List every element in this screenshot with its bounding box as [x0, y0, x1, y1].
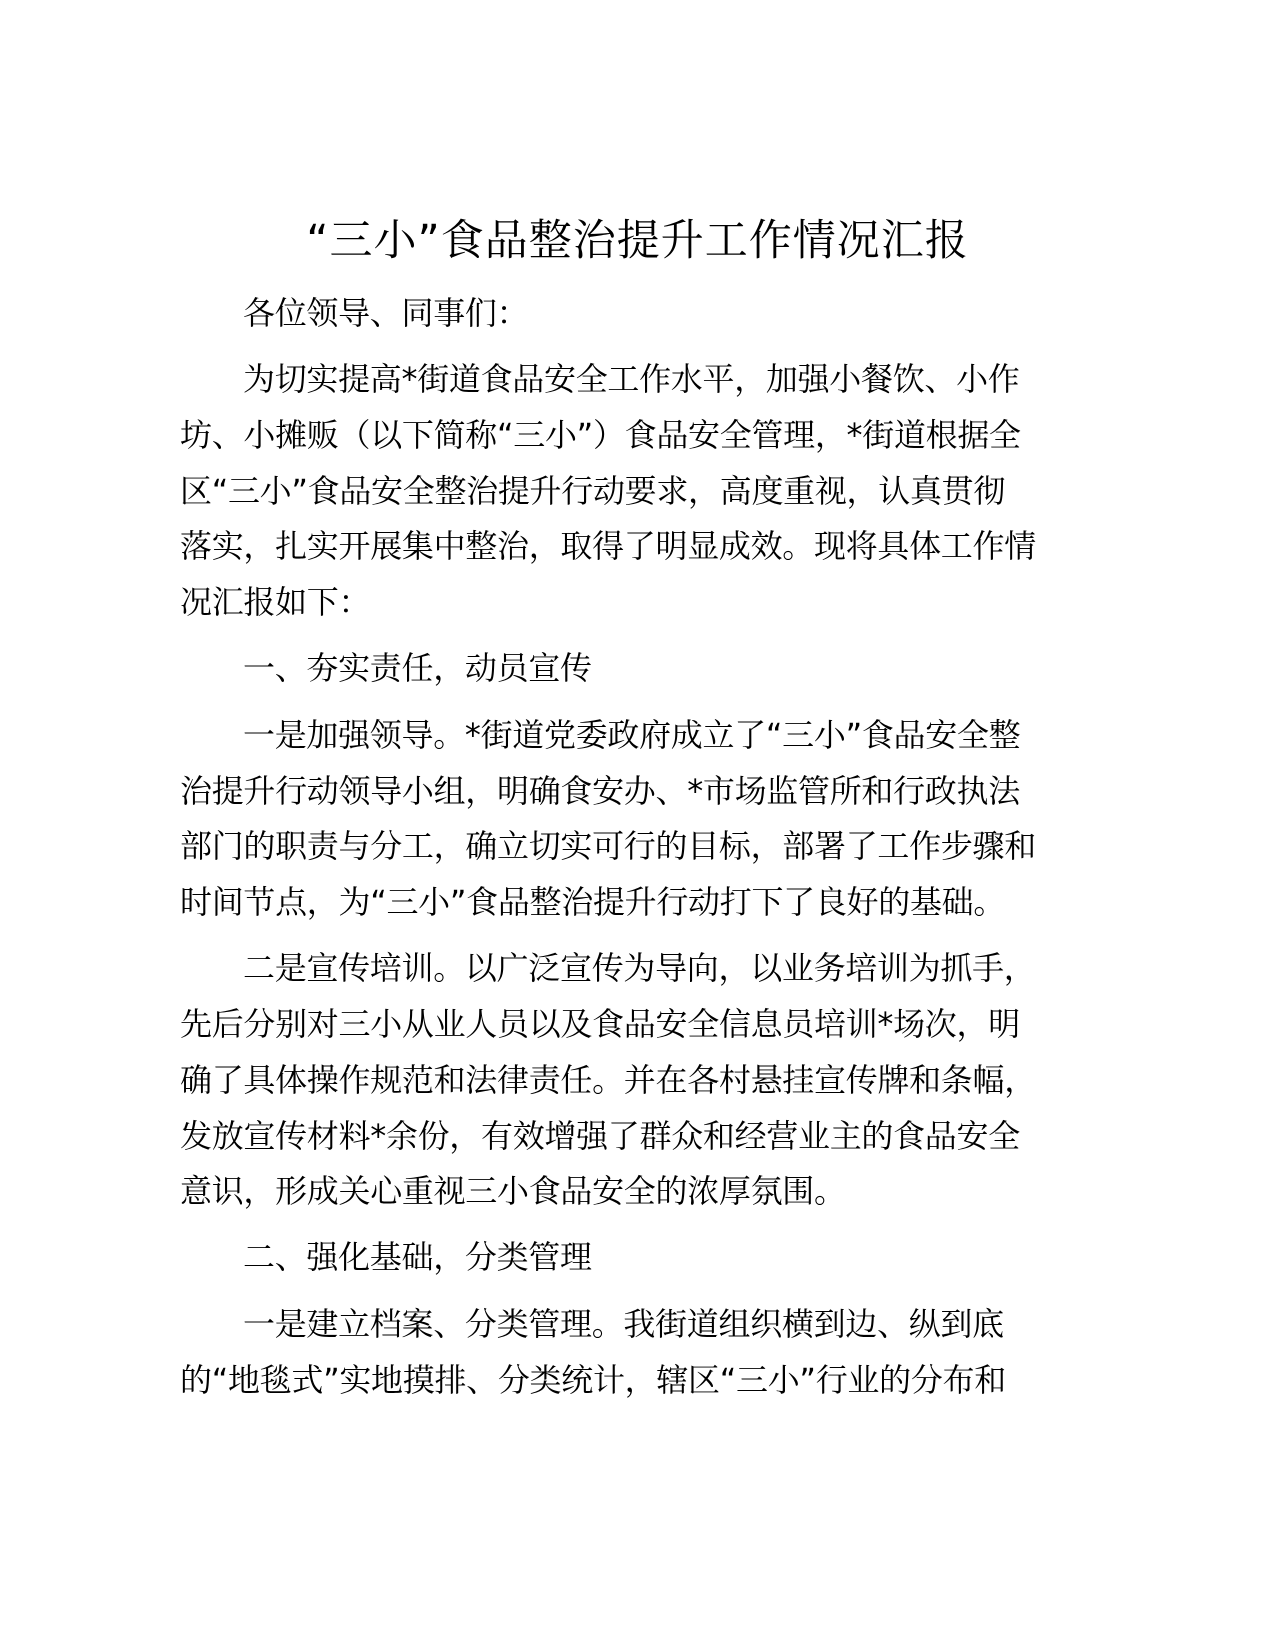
paragraph-line: 落实，扎实开展集中整治，取得了明显成效。现将具体工作情 [180, 527, 1036, 565]
document-title: “三小”食品整治提升工作情况汇报 [306, 216, 969, 266]
paragraph-line: 时间节点，为“三小”食品整治提升行动打下了良好的基础。 [180, 883, 1006, 921]
paragraph-line: 坊、小摊贩（以下简称“三小”）食品安全管理，*街道根据全 [180, 416, 1021, 454]
paragraph-line: 意识，形成关心重视三小食品安全的浓厚氛围。 [180, 1172, 846, 1210]
paragraph-line: 为切实提高*街道食品安全工作水平，加强小餐饮、小作 [243, 360, 1020, 398]
paragraph-line: 一、夯实责任，动员宣传 [243, 649, 592, 687]
paragraph-line: 一是加强领导。*街道党委政府成立了“三小”食品安全整 [243, 716, 1021, 754]
paragraph-line: 发放宣传材料*余份，有效增强了群众和经营业主的食品安全 [180, 1117, 1020, 1155]
paragraph-line: 治提升行动领导小组，明确食安办、*市场监管所和行政执法 [180, 772, 1020, 810]
paragraph-line: 先后分别对三小从业人员以及食品安全信息员培训*场次，明 [180, 1005, 1020, 1043]
paragraph-line: 区“三小”食品安全整治提升行动要求，高度重视，认真贯彻 [180, 472, 1006, 510]
paragraph-line: 各位领导、同事们： [243, 294, 529, 332]
paragraph-line: 二、强化基础，分类管理 [243, 1238, 592, 1276]
paragraph-line: 的“地毯式”实地摸排、分类统计，辖区“三小”行业的分布和 [180, 1361, 1006, 1399]
paragraph-line: 部门的职责与分工，确立切实可行的目标，部署了工作步骤和 [180, 827, 1036, 865]
paragraph-line: 况汇报如下： [180, 583, 371, 621]
paragraph-line: 确了具体操作规范和法律责任。并在各村悬挂宣传牌和条幅， [180, 1061, 1036, 1099]
paragraph-line: 一是建立档案、分类管理。我街道组织横到边、纵到底 [243, 1305, 1004, 1343]
paragraph-line: 二是宣传培训。以广泛宣传为导向，以业务培训为抓手， [243, 949, 1036, 987]
